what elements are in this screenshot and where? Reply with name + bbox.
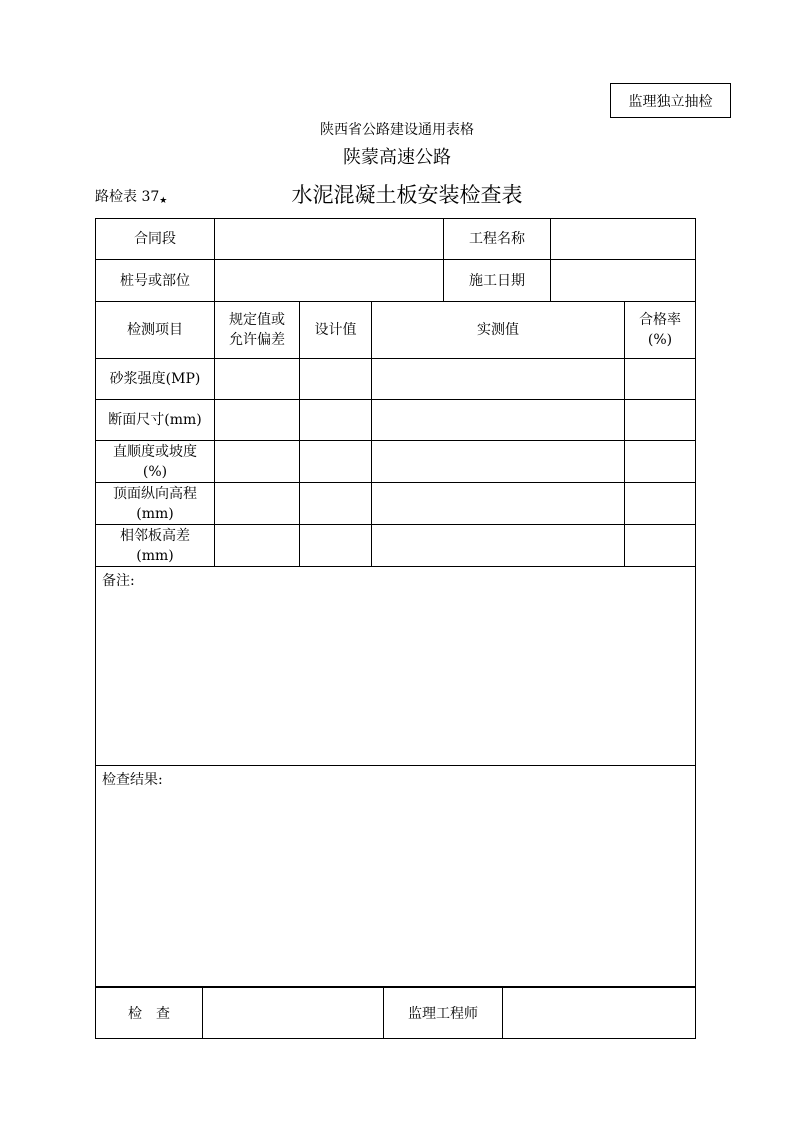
item-name-line1: 相邻板高差 — [120, 527, 190, 544]
form-subtitle: 陕西省公路建设通用表格 — [320, 122, 474, 138]
item-name — [96, 400, 215, 441]
item-name-line1: 顶面纵向高程 — [113, 485, 197, 502]
item-header: 检测项目 — [96, 302, 215, 359]
table-row — [96, 441, 696, 483]
item-name-line1: 砂浆强度(MP) — [109, 371, 201, 387]
measured-cell[interactable] — [372, 359, 625, 400]
pass-rate-header-line2: (%) — [647, 332, 673, 348]
pass-rate-header-line1: 合格率 — [639, 312, 682, 328]
pass-rate-cell[interactable] — [625, 400, 696, 441]
spec-cell[interactable] — [215, 441, 300, 483]
signature-table — [95, 987, 696, 1039]
page-title: 水泥混凝土板安装检查表 — [291, 183, 523, 207]
measured-header: 实测值 — [372, 302, 625, 359]
construction-date-label: 施工日期 — [444, 260, 551, 302]
design-cell[interactable] — [300, 359, 372, 400]
table-row — [96, 525, 696, 567]
pass-rate-header — [625, 302, 696, 359]
result-row — [96, 766, 696, 987]
remarks-area[interactable] — [96, 567, 696, 766]
signature-row — [96, 988, 696, 1039]
result-label: 检查结果: — [102, 772, 163, 788]
measured-cell[interactable] — [372, 441, 625, 483]
spec-cell[interactable] — [215, 400, 300, 441]
table-row — [96, 483, 696, 525]
highway-name: 陕蒙高速公路 — [343, 147, 451, 168]
item-name-line2: (mm) — [136, 547, 174, 564]
project-name-label: 工程名称 — [444, 219, 551, 260]
header-row — [96, 302, 696, 359]
measured-cell[interactable] — [372, 525, 625, 567]
design-cell[interactable] — [300, 483, 372, 525]
item-name-line2: (mm) — [136, 505, 174, 522]
station-value[interactable] — [215, 260, 444, 302]
contract-section-label: 合同段 — [96, 219, 215, 260]
design-cell[interactable] — [300, 441, 372, 483]
spec-header — [215, 302, 300, 359]
measured-cell[interactable] — [372, 400, 625, 441]
item-name — [96, 525, 215, 567]
remarks-label: 备注: — [102, 573, 135, 589]
table-row — [96, 400, 696, 441]
inspector-label: 检 查 — [96, 988, 203, 1039]
project-name-value[interactable] — [551, 219, 696, 260]
item-name-line1: 直顺度或坡度 — [113, 443, 197, 460]
item-name — [96, 483, 215, 525]
spec-cell[interactable] — [215, 359, 300, 400]
item-name — [96, 359, 215, 400]
contract-row — [96, 219, 696, 260]
design-header: 设计值 — [300, 302, 372, 359]
pass-rate-cell[interactable] — [625, 525, 696, 567]
item-name-line2: (%) — [142, 463, 168, 480]
supervisor-label: 监理工程师 — [384, 988, 503, 1039]
spec-cell[interactable] — [215, 525, 300, 567]
item-name — [96, 441, 215, 483]
pass-rate-cell[interactable] — [625, 483, 696, 525]
inspector-signature[interactable] — [203, 988, 384, 1039]
spec-header-line2: 允许偏差 — [229, 332, 285, 348]
inspection-table — [95, 218, 696, 987]
spec-header-line1: 规定值或 — [229, 312, 285, 328]
design-cell[interactable] — [300, 525, 372, 567]
station-label: 桩号或部位 — [96, 260, 215, 302]
inspection-stamp-box — [610, 83, 731, 118]
supervisor-signature[interactable] — [503, 988, 696, 1039]
contract-section-value[interactable] — [215, 219, 444, 260]
result-area[interactable] — [96, 766, 696, 987]
form-number-text: 路检表 37 — [95, 189, 160, 205]
form-number-mark: ★ — [159, 196, 168, 206]
spec-cell[interactable] — [215, 483, 300, 525]
construction-date-value[interactable] — [551, 260, 696, 302]
stamp-label: 监理独立抽检 — [628, 93, 713, 110]
remarks-row — [96, 567, 696, 766]
pass-rate-cell[interactable] — [625, 359, 696, 400]
item-name-line1: 断面尺寸(mm) — [108, 412, 202, 428]
table-row — [96, 359, 696, 400]
design-cell[interactable] — [300, 400, 372, 441]
station-row — [96, 260, 696, 302]
pass-rate-cell[interactable] — [625, 441, 696, 483]
measured-cell[interactable] — [372, 483, 625, 525]
